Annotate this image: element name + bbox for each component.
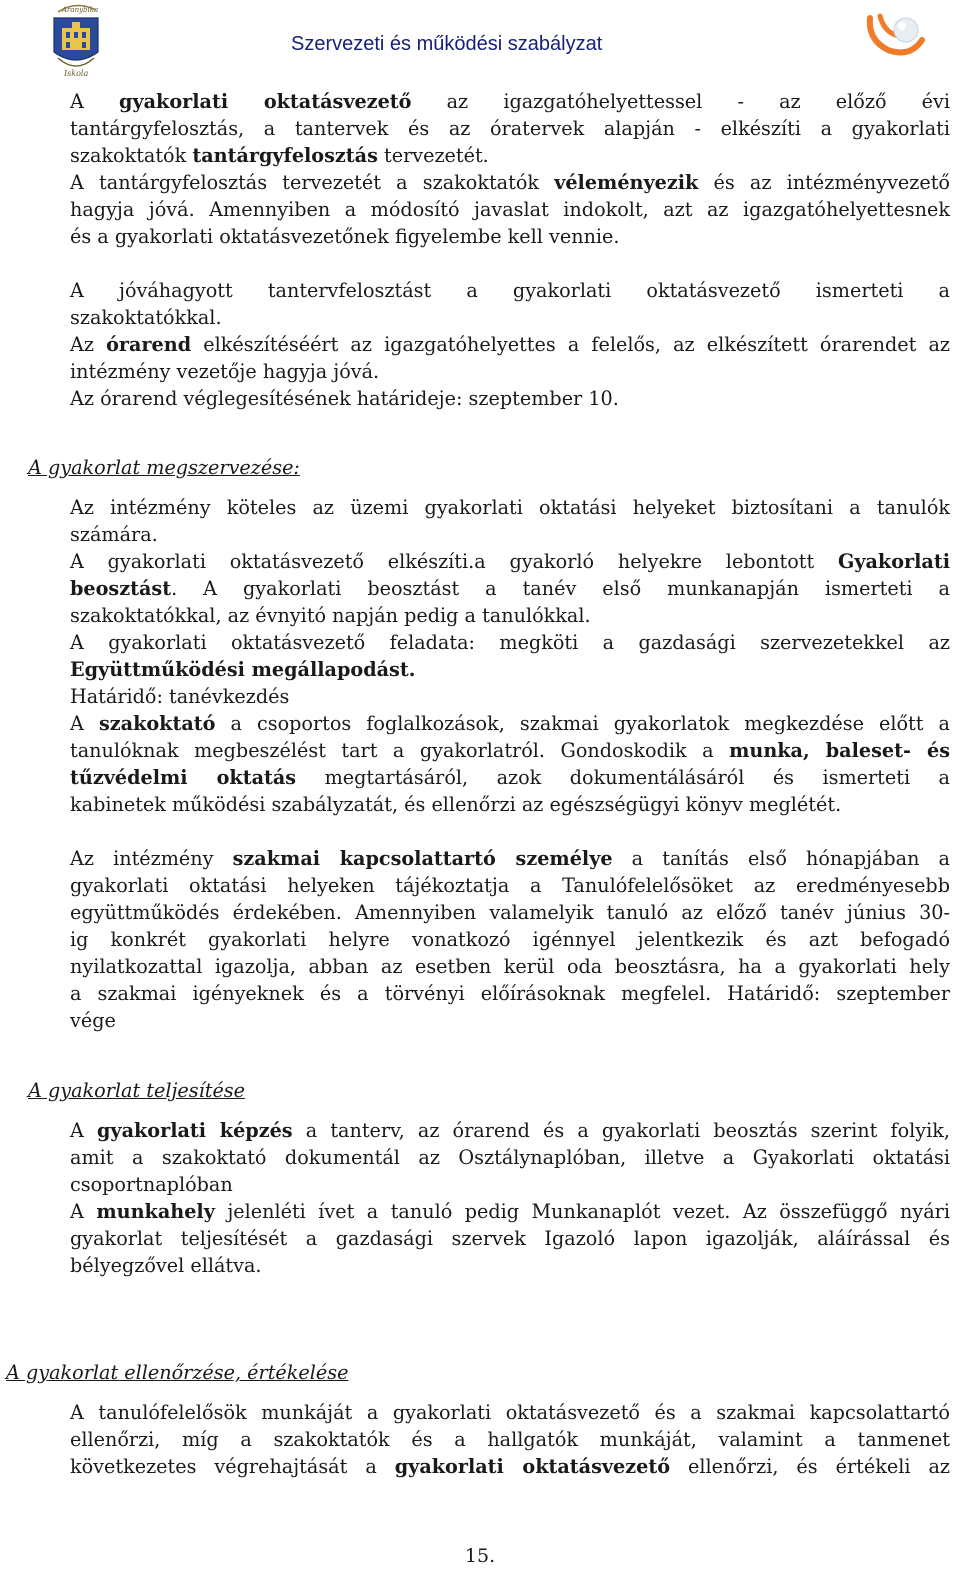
text-line: gyakorlati oktatási helyeken tájékoztatja a Tanulófelelősöket az eredményesebb: [70, 874, 950, 897]
text-line: Együttműködési megállapodást.: [70, 658, 416, 681]
page-number: 15.: [464, 1545, 496, 1567]
text-line: Az intézmény szakmai kapcsolattartó személye a tanítás első hónapjában a: [70, 847, 950, 870]
text-line: ellenőrzi, míg a szakoktatók és a hallgatók munkáját, valamint a tanmenet: [70, 1428, 950, 1451]
text-line: tanulóknak megbeszélést tart a gyakorlatról. Gondoskodik a munka, baleset- és: [70, 739, 950, 762]
paragraph-organization: [70, 494, 950, 818]
text-line: gyakorlat teljesítését a gazdasági szervek Igazoló lapon igazolják, aláírással és: [70, 1227, 950, 1250]
text-line: kabinetek működési szabályzatát, és ellenőrzi az egészségügyi könyv meglétét.: [70, 793, 842, 816]
orange-swirl-logo-icon: [866, 10, 928, 56]
header-title: Szervezeti és működési szabályzat: [291, 33, 603, 55]
paragraph-evaluation: [70, 1399, 950, 1480]
text-line: következetes végrehajtását a gyakorlati oktatásvezető ellenőrzi, és értékeli az: [70, 1455, 951, 1478]
text-line: és a gyakorlati oktatásvezetőnek figyelembe kell vennie.: [70, 225, 620, 248]
text-line: bélyegzővel ellátva.: [70, 1254, 262, 1277]
text-line: Az órarend elkészítéséért az igazgatóhelyettes a felelős, az elkészített órarendet az: [70, 333, 950, 356]
text-line: A munkahely jelenléti ívet a tanuló pedig Munkanaplót vezet. Az összefüggő nyári: [70, 1200, 950, 1223]
text-line: tantárgyfelosztás, a tantervek és az óratervek alapján - elkészíti a gyakorlati: [70, 117, 950, 140]
text-line: tűzvédelmi oktatás megtartásáról, azok dokumentálásáról és ismerteti a: [70, 766, 950, 789]
text-line: szakoktatók tantárgyfelosztás tervezetét.: [70, 144, 489, 167]
text-line: amit a szakoktató dokumentál az Osztálynaplóban, illetve a Gyakorlati oktatási: [70, 1146, 950, 1169]
text-line: A jóváhagyott tantervfelosztást a gyakorlati oktatásvezető ismerteti a: [70, 279, 950, 302]
section-heading: A gyakorlat ellenőrzése, értékelése: [6, 1361, 349, 1384]
text-line: Az intézmény köteles az üzemi gyakorlati oktatási helyeket biztosítani a tanulók: [70, 496, 950, 519]
page-header: [0, 0, 960, 82]
text-line: A gyakorlati oktatásvezető feladata: megköti a gazdasági szervezetekkel az: [70, 631, 950, 654]
paragraph-contact-person: [70, 845, 950, 1034]
text-line: szakoktatókkal.: [70, 306, 222, 329]
text-line: A gyakorlati képzés a tanterv, az órarend és a gyakorlati beosztás szerint folyik,: [70, 1119, 950, 1142]
text-line: a szakmai igényeknek és a törvényi előírásoknak megfelel. Határidő: szeptember: [70, 982, 950, 1005]
text-line: A gyakorlati oktatásvezető elkészíti.a gyakorló helyekre lebontott Gyakorlati: [70, 550, 950, 573]
text-line: Határidő: tanévkezdés: [70, 685, 290, 708]
paragraph-completion: [70, 1117, 950, 1279]
svg-text:Iskola: Iskola: [64, 69, 89, 78]
paragraph-timetable: [70, 277, 950, 412]
text-line: ig konkrét gyakorlati helyre vonatkozó igénnyel jelentkezik és azt befogadó: [70, 928, 950, 951]
svg-text:Aranybika: Aranybika: [62, 6, 99, 14]
paragraph-subject-allocation: [70, 88, 950, 250]
text-line: A tanulófelelősök munkáját a gyakorlati oktatásvezető és a szakmai kapcsolattartó: [70, 1401, 950, 1424]
text-line: A gyakorlati oktatásvezető az igazgatóhelyettessel - az előző évi: [70, 90, 950, 113]
text-line: intézmény vezetője hagyja jóvá.: [70, 360, 380, 383]
text-line: számára.: [70, 523, 158, 546]
text-line: nyilatkozattal igazolja, abban az esetben kerül oda beosztásra, ha a gyakorlati hely: [70, 955, 950, 978]
text-line: szakoktatókkal, az évnyitó napján pedig a tanulókkal.: [70, 604, 591, 627]
text-line: együttműködés érdekében. Amennyiben valamelyik tanuló az előző tanév június 30-: [70, 901, 950, 924]
school-crest-icon: [48, 2, 104, 80]
text-line: Az órarend véglegesítésének határideje: szeptember 10.: [70, 387, 619, 410]
text-line: A szakoktató a csoportos foglalkozások, szakmai gyakorlatok megkezdése előtt a: [70, 712, 950, 735]
text-line: csoportnaplóban: [70, 1173, 233, 1196]
text-line: vége: [70, 1009, 116, 1032]
section-heading: A gyakorlat teljesítése: [28, 1079, 246, 1102]
section-heading: A gyakorlat megszervezése:: [28, 456, 300, 479]
text-line: beosztást. A gyakorlati beosztást a tanév első munkanapján ismerteti a: [70, 577, 950, 600]
text-line: A tantárgyfelosztás tervezetét a szakoktatók véleményezik és az intézményvezető: [70, 171, 950, 194]
text-line: hagyja jóvá. Amennyiben a módosító javaslat indokolt, azt az igazgatóhelyettesnek: [70, 198, 950, 221]
